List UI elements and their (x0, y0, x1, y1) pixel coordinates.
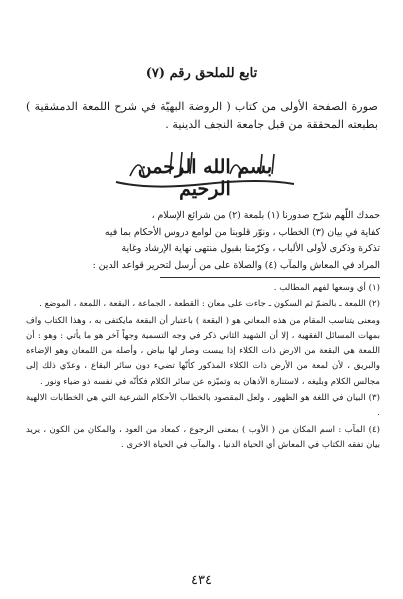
body-line: كفاية في بيان (٣) الخطاب ، ونوّر قلوبنا من لوامع دروس الأحكام بما فيه (104, 226, 380, 238)
body-line: تذكرة وذكرى لأولى الألباب ، وكرّمنا بقبول منتهى نهاية الإرشاد وغاية (121, 243, 380, 255)
footnote: (١) أي وسعها لفهم المطالب . (273, 283, 380, 293)
basmala-text: بسم الله الرحمن الرحيم (137, 156, 273, 200)
footnote: (٤) المآب : اسم المكان من ( الأوب ) بمعنى الرجوع ، كمعاد من العود ، والمكان من الكون ، يريد بيان تفقه الكتاب في المعاش أي الحياة الدنيا ، والمآب في الحياة الاخرى . (26, 424, 380, 450)
body-text (30, 208, 380, 274)
body-line: حمدك اللّهم شرّح صدورنا (١) بلمعة (٢) من شرائع الإسلام ، (151, 210, 380, 221)
footnote: ومعنى يتناسب المقام من هذه المعاني هو ( البقعة ) باعتبار أن البقعة مايكتفى به ، وهذا الكتاب واف بمهات المسائل الفقهية ، إلا أن الشهيد الثاني ذكر في وجه التسمية وجهاً آخر هو ما يأتي : وهو : أن اللمعة هي البقعة من الارض ذات الكلاء إذا يبست وصار لها بياض ، وأصله من اللمعان وهو الإضاءة والبريق ، لأن لمعة من الأرض ذات الكلاء المذكور كأنّها تضيء دون سائر البقاع ، وعدّي ذلك إلى مجالس الكلام وبليغه ، لاستنارة الأذهان به وتميّزه عن سائر الكلام فكأنّه في نفسه ذو ضياء ونور . (26, 315, 380, 387)
footnote-divider (160, 277, 380, 278)
body-line: المراد في المعاش والمآب (٤) والصلاة على من أرسل لتحرير قواعد الدين : (92, 259, 380, 271)
footnote: (٣) البيان في اللغة هو الظهور ، ولعل المقصود بالخطاب الأحكام الشرعية التي هي الخطابات الالهية . (26, 393, 380, 419)
page-number: ٤٣٤ (191, 573, 212, 588)
footnote: (٢) اللمعة ـ بالضمّ ثم السكون ـ جاءت على معان : القطعة ، الجماعة ، البقعة ، اللمعة ، الموضع . (39, 299, 380, 310)
basmala-calligraphy (110, 146, 300, 200)
intro-paragraph: صورة الصفحة الأولى من كتاب ( الروضة البهيّة في شرح اللمعة الدمشقية ) بطبعته المحققة من قبل جامعة النجف الدينية . (26, 100, 378, 131)
footnotes (26, 281, 380, 454)
appendix-heading: تابع للملحق رقم (٧) (145, 66, 258, 81)
